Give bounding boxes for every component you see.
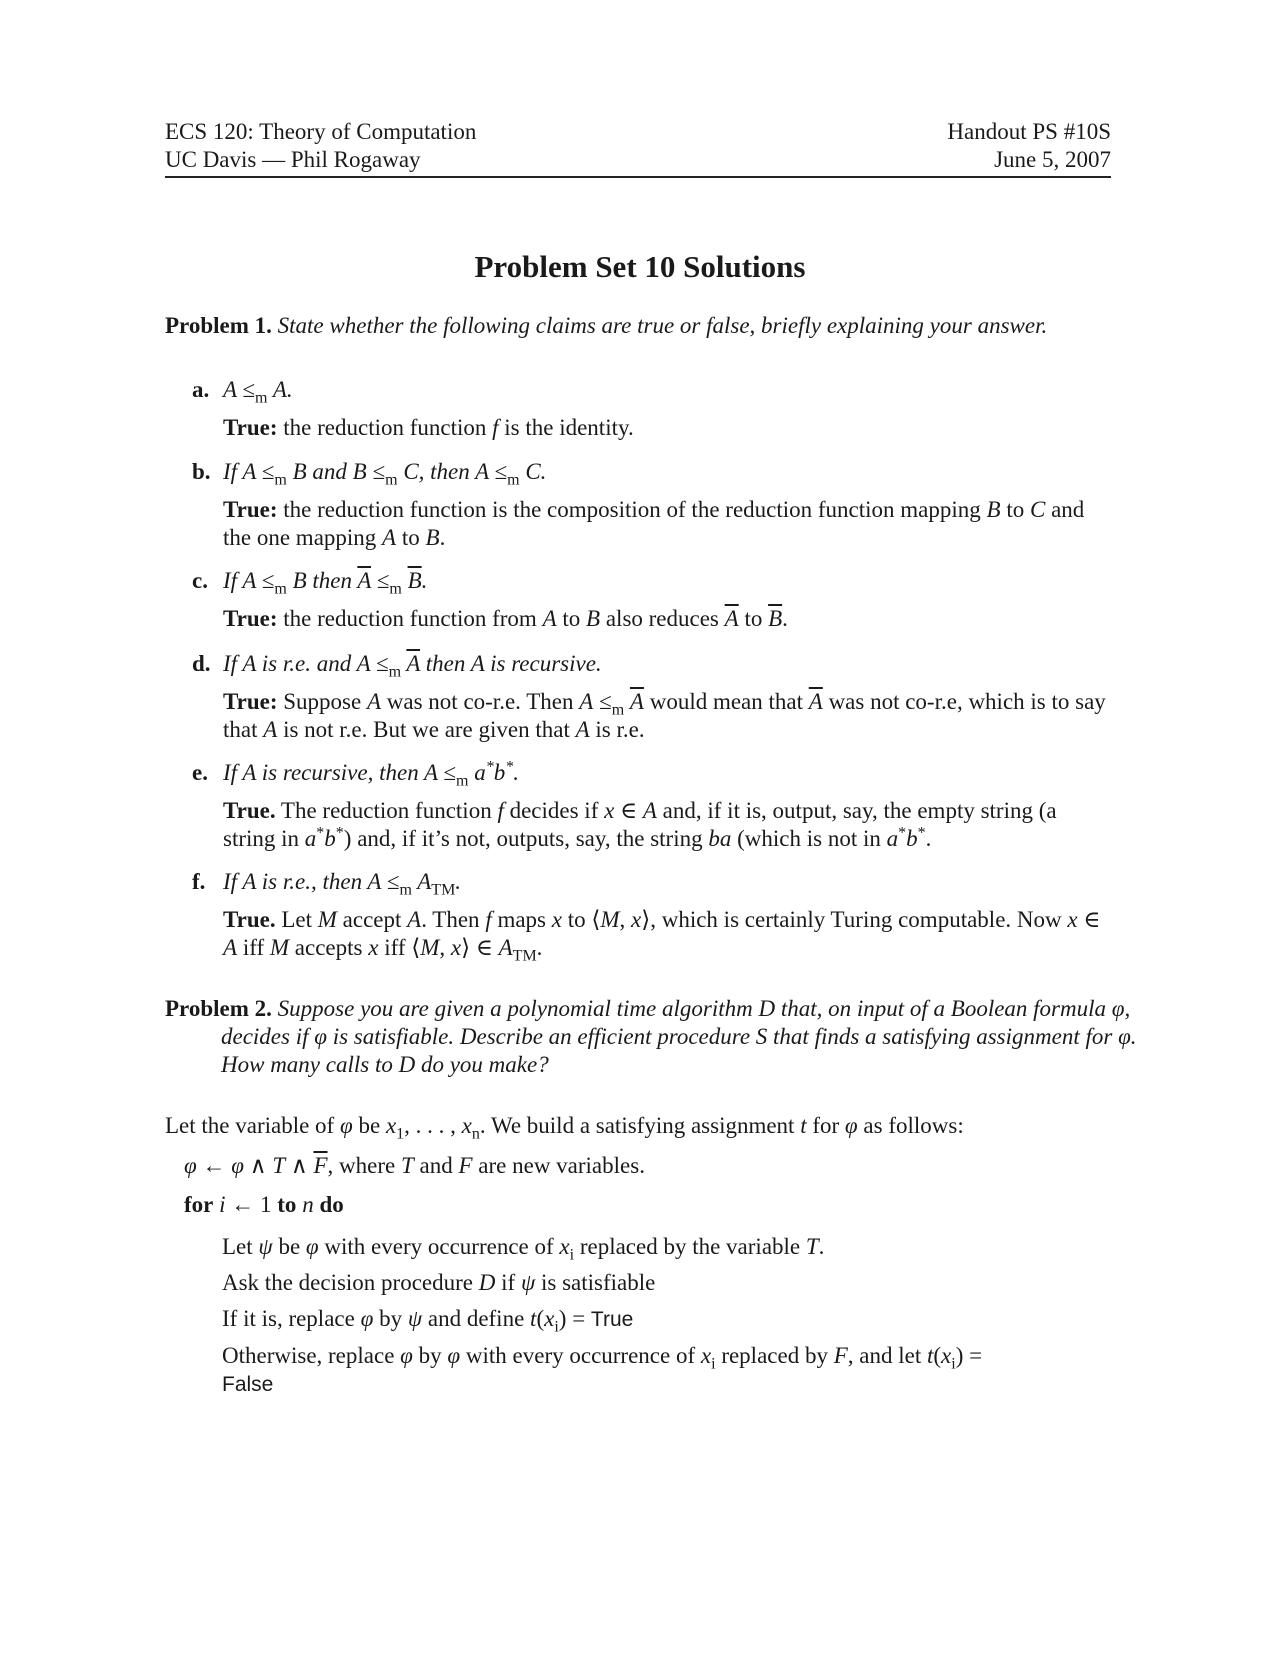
problem-2-text: Suppose you are given a polynomial time algorithm D that, on input of a Boolean formula φ, decides if φ is satisfiable. Describe an efficient procedure S that finds a satisfying assignment for φ. How many calls to D do you make? (221, 996, 1137, 1077)
answer-d: True: Suppose A was not co-r.e. Then $A \le_m$ $\overline{A}$ would mean that $\overline{A}$ was not co-r.e, which is to say that A is not r.e. But we are given that A is r.e. (223, 689, 1106, 742)
algorithm-step-3: If it is, replace φ by ψ and define $t(x_i)$ = True (222, 1306, 634, 1336)
algorithm-for-loop: for i ← 1 to n do (184, 1192, 344, 1217)
algorithm-init-step: φ ← φ ∧ T ∧ $\overline{F}$, where T and F are new variables. (184, 1153, 645, 1178)
answer-f: True. Let M accept A. Then f maps x to ⟨M, x⟩, which is certainly Turing computable. Now x ∈ A iff M accepts x iff ⟨M, x⟩ ∈ $A_{TM}$. (223, 907, 1101, 965)
claim-b: b. If $A \le_m$ B and $B \le_m$ C, then $A \le_m$ C. True: the reduction function is the composition of the reduction function mapping B to C and the one mapping A to B. (192, 458, 1111, 552)
claim-f: f. If A is r.e., then $A \le_m$ $A_{TM}$. True. Let M accept A. Then f maps x to ⟨M, x⟩, which is certainly Turing computable. Now x ∈ A iff M accepts x iff ⟨M, x⟩ ∈ $A_{TM}$. (192, 868, 1111, 962)
true-value: True (590, 1308, 634, 1331)
institution-author: UC Davis — Phil Rogaway (165, 147, 421, 172)
claim-label: a. (192, 377, 210, 402)
claim-label: f. (192, 869, 206, 894)
claim-label: e. (192, 760, 208, 785)
answer-e: True. The reduction function f decides if x ∈ A and, if it is, output, say, the empty string (a string in a*b*) and, if it’s not, outputs, say, the string ba (which is not in a*b*. (223, 798, 1057, 851)
page-header (165, 118, 1111, 178)
problem-1-statement (165, 312, 1111, 340)
course-title: ECS 120: Theory of Computation (165, 119, 477, 144)
claim-c: c. If $A \le_m$ B then $\overline{A} \le_m$ $\overline{B}$. True: the reduction function from A to B also reduces $\overline{A}$ to $\overline{B}$. (192, 567, 1111, 633)
answer-c: True: the reduction function from A to B also reduces $\overline{A}$ to $\overline{B}$. (223, 606, 788, 631)
problem-2-label: Problem 2. (165, 996, 272, 1021)
problem-2-statement (165, 995, 1167, 1079)
problem-1-text: State whether the following claims are true or false, briefly explaining your answer. (277, 313, 1048, 338)
claim-e: e. If A is recursive, then $A \le_m$ a*b*. True. The reduction function f decides if x ∈ A and, if it is, output, say, the empty string (a string in a*b*) and, if it’s not, outputs, say, the string ba (which is not in a*b*. (192, 759, 1111, 853)
claim-d: d. If A is r.e. and $A \le_m$ $\overline{A}$ then A is recursive. True: Suppose A was not co-r.e. Then $A \le_m$ $\overline{A}$ would mean that $\overline{A}$ was not co-r.e, which is to say that A is not r.e. But we are given that A is r.e. (192, 650, 1111, 744)
answer-a: True: the reduction function f is the identity. (223, 415, 634, 440)
algorithm-step-2: Ask the decision procedure D if ψ is satisfiable (222, 1270, 656, 1295)
claim-label: b. (192, 459, 211, 484)
claim-a: a. $A \le_m$ A. True: the reduction function f is the identity. (192, 376, 1111, 442)
answer-b: True: the reduction function is the composition of the reduction function mapping B to C and the one mapping A to B. (223, 497, 1085, 550)
claim-label: d. (192, 651, 211, 676)
algorithm-step-4: Otherwise, replace φ by φ with every occurrence of $x_i$ replaced by F, and let $t(x_i)$ = False (222, 1343, 983, 1396)
page-title: Problem Set 10 Solutions (474, 249, 806, 284)
false-value: False (222, 1373, 274, 1396)
handout-number: Handout PS #10S (947, 119, 1111, 144)
claim-label: c. (192, 568, 208, 593)
solution-intro: Let the variable of φ be $x_1$, . . . , $x_n$. We build a satisfying assignment t for φ as follows: (165, 1113, 964, 1143)
handout-date: June 5, 2007 (994, 147, 1111, 172)
problem-1-label: Problem 1. (165, 313, 272, 338)
algorithm-step-1: Let ψ be φ with every occurrence of $x_i$ replaced by the variable T. (222, 1234, 825, 1264)
